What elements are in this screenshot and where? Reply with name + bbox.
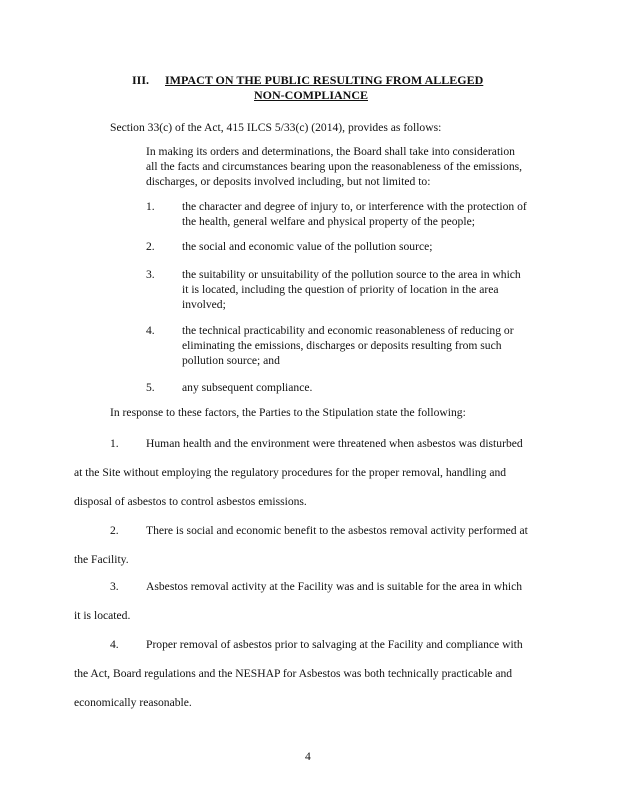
quote-line: discharges, or deposits involved including, but not limited to:: [146, 175, 431, 188]
quote-item-line: the suitability or unsuitability of the pollution source to the area in which: [182, 268, 521, 281]
page-number: 4: [305, 750, 311, 763]
response-number: 1.: [110, 437, 119, 450]
quote-item-number: 1.: [146, 200, 155, 213]
quote-item-line: eliminating the emissions, discharges or deposits resulting from such: [182, 339, 502, 352]
response-line: disposal of asbestos to control asbestos emissions.: [74, 495, 307, 508]
response-number: 2.: [110, 524, 119, 537]
response-line: it is located.: [74, 609, 131, 622]
response-intro: In response to these factors, the Parties to the Stipulation state the following:: [110, 406, 466, 419]
intro-paragraph: Section 33(c) of the Act, 415 ILCS 5/33(c) (2014), provides as follows:: [110, 121, 442, 134]
quote-line: all the facts and circumstances bearing upon the reasonableness of the emissions,: [146, 160, 523, 173]
response-line: Asbestos removal activity at the Facility was and is suitable for the area in which: [146, 580, 523, 593]
quote-item-number: 2.: [146, 240, 155, 253]
section-title-line2: NON-COMPLIANCE: [254, 88, 368, 102]
quote-item-line: involved;: [182, 298, 226, 311]
quote-item-number: 5.: [146, 381, 155, 394]
response-number: 4.: [110, 638, 119, 651]
quote-item-number: 4.: [146, 324, 155, 337]
quote-item-line: any subsequent compliance.: [182, 381, 313, 394]
response-line: at the Site without employing the regulatory procedures for the proper removal, handling and: [74, 466, 507, 479]
response-line: There is social and economic benefit to the asbestos removal activity performed at: [146, 524, 528, 537]
response-number: 3.: [110, 580, 119, 593]
quote-item-line: the character and degree of injury to, or interference with the protection of: [182, 200, 527, 213]
quote-item-line: the health, general welfare and physical property of the people;: [182, 215, 475, 228]
section-numeral: III.: [132, 73, 150, 87]
section-title-line1: IMPACT ON THE PUBLIC RESULTING FROM ALLEGED: [165, 73, 484, 87]
quote-item-line: it is located, including the question of priority of location in the area: [182, 283, 499, 296]
response-line: the Act, Board regulations and the NESHAP for Asbestos was both technically practicable and: [74, 667, 513, 680]
quote-item-line: the technical practicability and economic reasonableness of reducing or: [182, 324, 514, 337]
quote-item-number: 3.: [146, 268, 155, 281]
response-line: the Facility.: [74, 553, 129, 566]
response-line: Human health and the environment were threatened when asbestos was disturbed: [146, 437, 523, 450]
response-line: economically reasonable.: [74, 696, 192, 709]
response-line: Proper removal of asbestos prior to salvaging at the Facility and compliance with: [146, 638, 523, 651]
quote-item-line: the social and economic value of the pollution source;: [182, 240, 433, 253]
quote-line: In making its orders and determinations, the Board shall take into consideration: [146, 145, 515, 158]
quote-item-line: pollution source; and: [182, 354, 280, 367]
